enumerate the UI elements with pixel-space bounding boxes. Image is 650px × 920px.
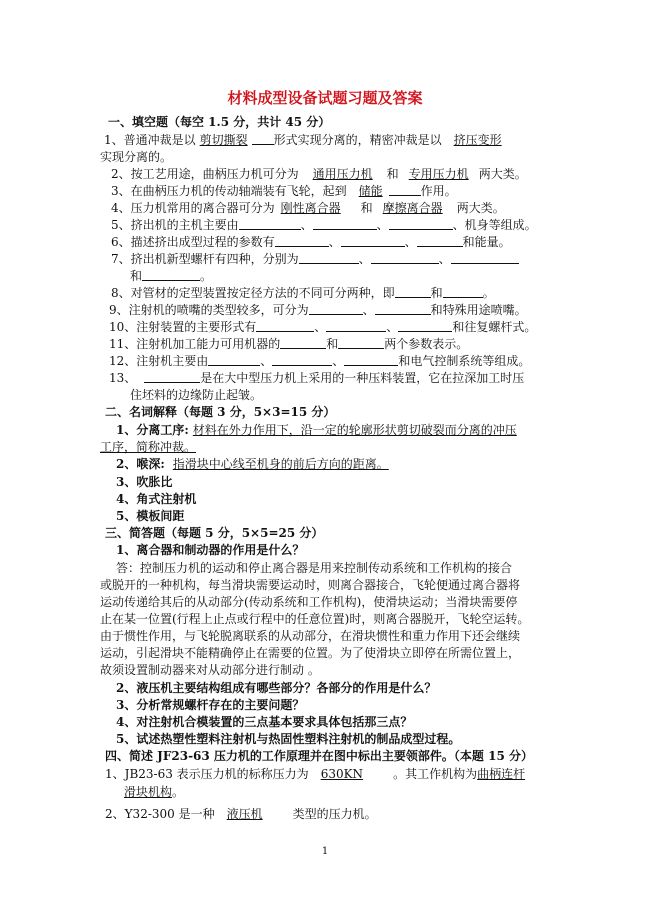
answer-line-5: 由于惯性作用，与飞轮脱离联系的从动部分，在滑块惯性和重力作用下还会继续 — [100, 629, 521, 643]
short-q3: 3、分析常规螺杆存在的主要问题？ — [116, 698, 305, 712]
section-3-heading: 三、简答题（每题 5 分，5×5=25 分） — [105, 526, 324, 540]
section-4-heading: 四、简述 JF23-63 压力机的工作原理并在图中标出主要领部件。（本题 15 分） — [105, 749, 533, 763]
answer-line-6: 运动，引起滑块不能精确停止在需要的位置。为了使滑块立即停在所需位置上， — [100, 646, 521, 660]
term-2-def: 指滑块中心线至机身的前后方向的距离。 — [172, 457, 389, 471]
q4-line: 4、压力机常用的离合器可分为 刚性离合器 和 摩擦离合器 两大类。 — [111, 201, 505, 215]
s4-q1-line: 1、JB23-63 表示压力机的标称压力为 630KN 。其工作机构为曲柄连杆 — [105, 767, 526, 781]
short-q2: 2、液压机主要结构组成有哪些部分？各部分的作用是什么？ — [116, 681, 437, 695]
q4-answer-2: 摩擦离合器 — [382, 201, 443, 215]
q3-line: 3、在曲柄压力机的传动轴端装有飞轮，起到 储能 作用。 — [111, 184, 457, 198]
q2-line: 2、按工艺用途，曲柄压力机可分为 通用压力机 和 专用压力机 两大类。 — [111, 167, 527, 181]
q1-answer-2: 挤压变形 — [453, 133, 502, 147]
short-q5: 5、试述热塑性塑料注射机与热固性塑料注射机的制品成型过程。 — [116, 732, 461, 746]
s4-q1-answer-2: 曲柄连杆 — [477, 767, 526, 781]
q2-answer-1: 通用压力机 — [312, 167, 373, 181]
answer-line-1: 答：控制压力机的运动和停止离合器是用来控制传动系统和工作机构的接合 — [116, 561, 513, 575]
page-number: 1 — [321, 846, 329, 857]
q10-line: 10、注射装置的主要形式有 、 、 和往复螺杆式。 — [109, 320, 537, 334]
q3-answer: 储能 — [358, 184, 383, 198]
short-q4: 4、对注射机合模装置的三点基本要求具体包括那三点？ — [116, 715, 413, 729]
q9-line: 9、注射机的喷嘴的类型较多，可分为 、 和特殊用途喷嘴。 — [109, 303, 527, 317]
q7-line-cont: 和 。 — [130, 269, 213, 283]
answer-line-2: 或脱开的一种机构，每当滑块需要运动时，则离合器接合，飞轮便通过离合器将 — [100, 578, 521, 592]
q2-answer-2: 专用压力机 — [408, 167, 469, 181]
s4-q2-answer: 液压机 — [226, 807, 263, 821]
q7-line: 7、挤出机新型螺杆有四种，分别为 、 、 — [111, 251, 519, 267]
q5-line: 5、挤出机的主机主要由 、 、 、机身等组成。 — [111, 218, 537, 232]
page-title: 材料成型设备试题习题及答案 — [227, 89, 423, 107]
answer-line-4: 止在某一位置(行程上止点或行程中的任意位置)时，则离合器脱开，飞轮空运转。 — [100, 612, 530, 626]
q1-line-cont: 实现分离的。 — [100, 150, 173, 164]
section-1-heading: 一、填空题（每空 1.5 分，共计 45 分） — [108, 115, 331, 129]
q1-line: 1、普通冲裁是以 剪切撕裂 形式实现分离的，精密冲裁是以 挤压变形 — [104, 132, 514, 148]
term-1-label: 1、分离工序: — [116, 423, 189, 437]
term-5: 5、模板间距 — [116, 509, 185, 523]
s4-q1-answer-1: 630KN — [320, 767, 364, 781]
q8-line: 8、对管材的定型装置按定径方法的不同可分两种，即 和 。 — [111, 286, 495, 300]
q4-answer-1: 刚性离合器 — [280, 201, 341, 215]
term-4: 4、角式注射机 — [116, 492, 197, 506]
term-3: 3、吹胀比 — [116, 475, 173, 489]
q12-line: 12、注射机主要由 、 、 和电气控制系统等组成。 — [109, 354, 531, 368]
section-2-heading: 二、名词解释（每题 3 分，5×3=15 分） — [105, 405, 336, 419]
s4-q2-line: 2、Y32-300 是一种 液压机 类型的压力机。 — [105, 807, 377, 821]
term-1-def: 材料在外力作用下，沿一定的轮廓形状剪切破裂而分离的冲压 — [192, 423, 517, 437]
s4-q1-line-cont: 滑块机构。 — [124, 785, 185, 799]
q13-line-cont: 住坯料的边缘防止起皱。 — [130, 388, 263, 402]
term-2-label: 2、喉深: — [116, 457, 165, 471]
q13-line: 13、 是在大中型压力机上采用的一种压料装置，它在拉深加工时压 — [109, 371, 525, 385]
q11-line: 11、注射机加工能力可用机器的 和 两个参数表示。 — [109, 337, 469, 351]
term-2 — [116, 456, 389, 472]
answer-line-3: 运动传递给其后的从动部分(传动系统和工作机构)，使滑块运动；当滑块需要停 — [100, 595, 518, 609]
q6-line: 6、描述挤出成型过程的参数有 、 、 和能量。 — [111, 235, 511, 249]
short-q1: 1、离合器和制动器的作用是什么？ — [116, 543, 305, 557]
answer-line-7: 故须设置制动器来对从动部分进行制动 。 — [100, 663, 320, 677]
term-1-cont: 工序，简称冲裁。 — [100, 440, 197, 454]
term-1 — [116, 422, 517, 438]
q1-answer-1: 剪切撕裂 — [199, 133, 248, 147]
